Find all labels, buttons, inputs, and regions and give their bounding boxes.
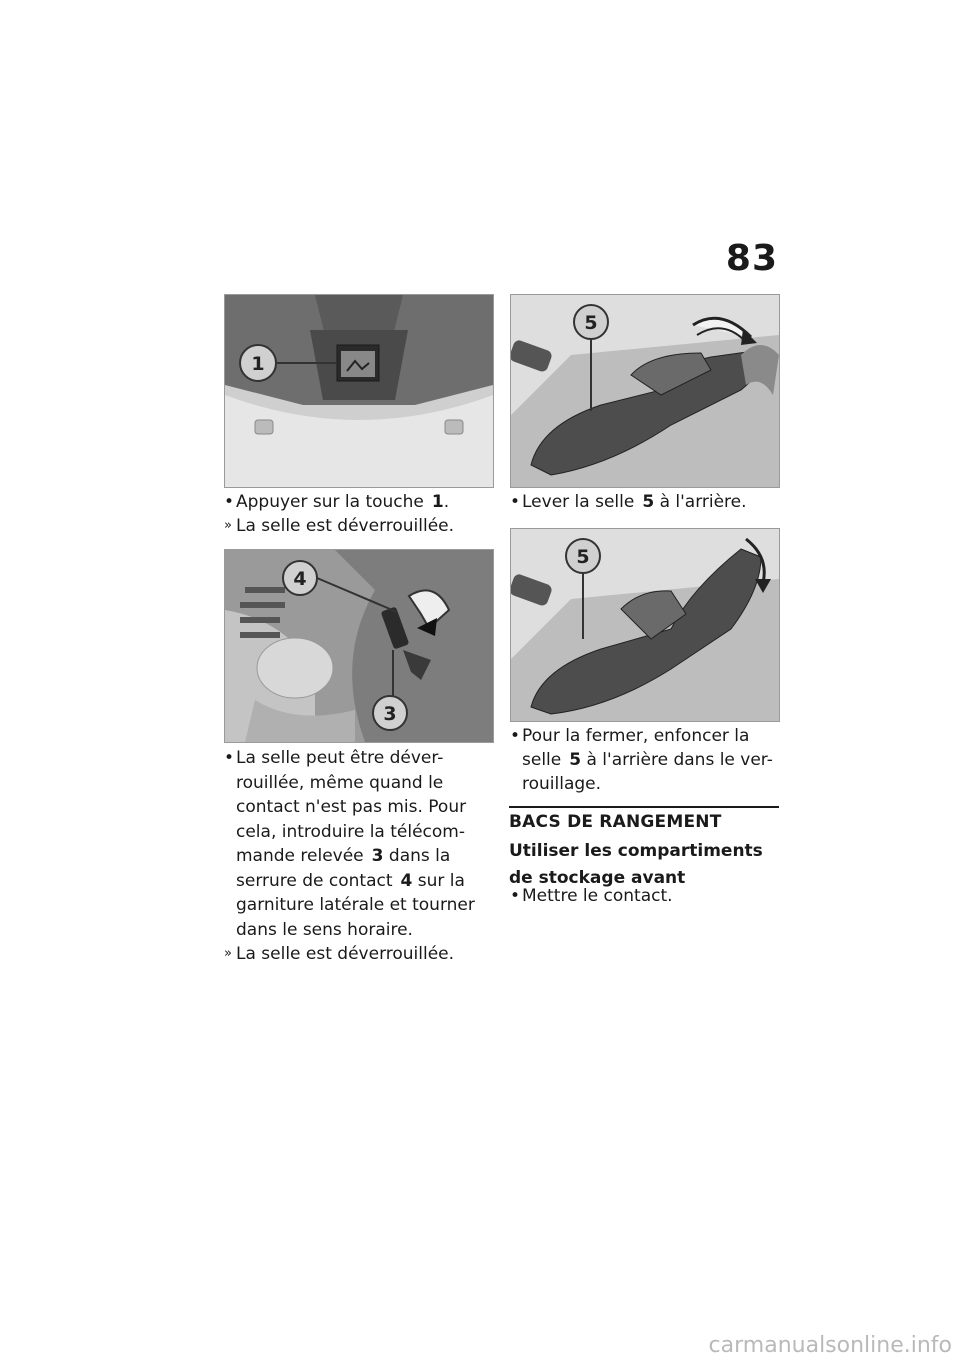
instruction-block-left-2: • La selle peut être déver- rouillée, même quand le contact n'est pas mis. Pour cela, introduire la télécom- mande relevée 3 dans la serrure de contact 4 sur la garniture latérale et tourner dans le sens horaire. » La selle est déverrouillée. bbox=[224, 746, 494, 967]
section-title: BACS DE RANGEMENT bbox=[509, 812, 722, 832]
callout-5b: 5 bbox=[576, 546, 590, 568]
figure-lift-seat bbox=[510, 294, 780, 488]
bullet-icon bbox=[510, 884, 522, 908]
callout-5: 5 bbox=[584, 312, 598, 334]
instruction-block-right-2: • Pour la fermer, enfoncer la selle 5 à l'arrière dans le ver- rouillage. bbox=[510, 724, 780, 796]
figure-close-seat bbox=[510, 528, 780, 722]
bullet-icon bbox=[224, 746, 236, 771]
callout-3: 3 bbox=[383, 703, 397, 725]
step-line: • La selle peut être déver- bbox=[224, 746, 494, 771]
result-line: » La selle est déverrouillée. bbox=[224, 516, 455, 536]
reference-number: 5 bbox=[569, 750, 582, 770]
bullet-icon bbox=[510, 724, 522, 748]
result-arrow-icon: » bbox=[224, 946, 232, 961]
figure-seat-release-button bbox=[224, 294, 494, 488]
reference-number: 5 bbox=[642, 492, 655, 512]
result-arrow-icon: » bbox=[224, 518, 232, 533]
instruction-block-left-1 bbox=[224, 490, 494, 538]
page-number: 83 bbox=[725, 238, 778, 279]
section-divider bbox=[509, 806, 779, 808]
subsection-title: Utiliser les compartiments de stockage avant bbox=[509, 841, 763, 888]
bullet-icon bbox=[224, 490, 236, 514]
step-line: • Lever la selle 5 à l'arrière. bbox=[510, 490, 780, 514]
figure-seat-lock-key bbox=[224, 549, 494, 743]
reference-number: 4 bbox=[400, 870, 413, 891]
step-line: • Appuyer sur la touche 1. bbox=[224, 490, 494, 514]
instruction-block-right-3 bbox=[510, 884, 780, 908]
reference-number: 3 bbox=[371, 846, 384, 866]
callout-4: 4 bbox=[293, 568, 307, 590]
step-line: • Mettre le contact. bbox=[510, 884, 780, 908]
result-line: » La selle est déverrouillée. bbox=[224, 942, 494, 967]
step-line: • Pour la fermer, enfoncer la bbox=[510, 724, 780, 748]
reference-number: 1 bbox=[431, 492, 444, 512]
watermark: carmanualsonline.info bbox=[708, 1333, 952, 1358]
callout-1: 1 bbox=[251, 353, 265, 375]
bullet-icon bbox=[510, 490, 522, 514]
instruction-block-right-1 bbox=[510, 490, 780, 514]
